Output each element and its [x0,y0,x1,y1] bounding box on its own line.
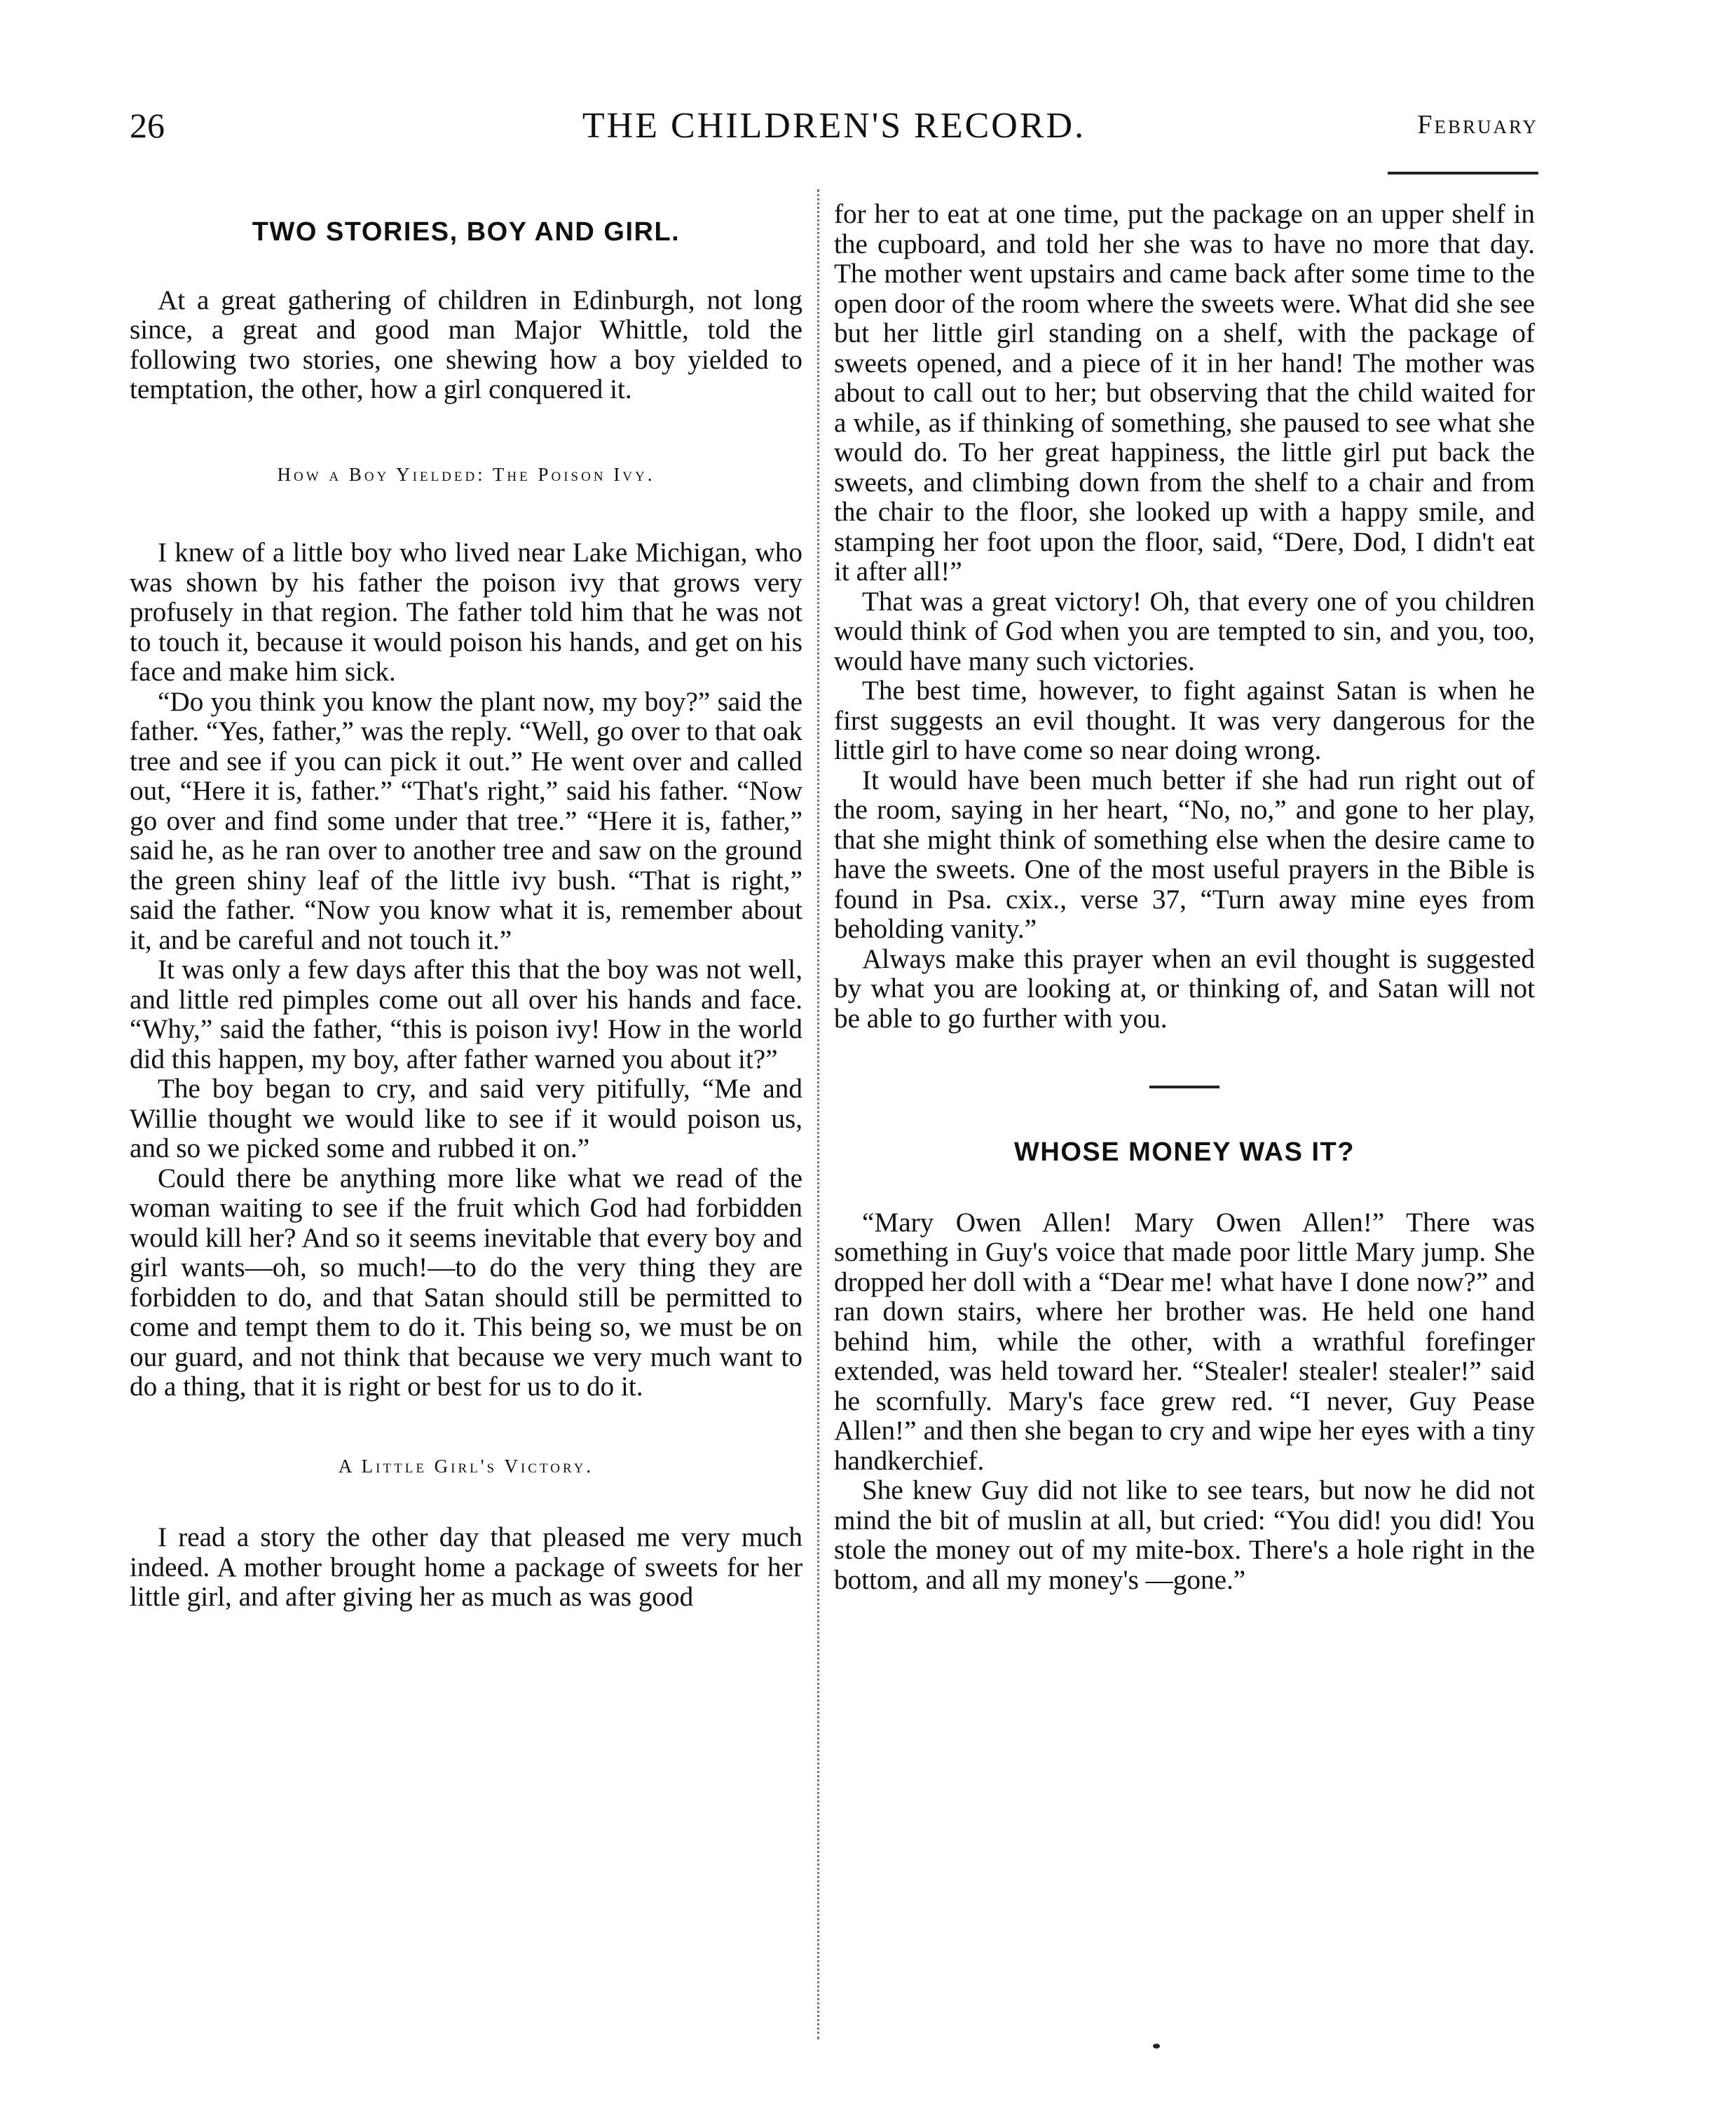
paragraph: Always make this prayer when an evil thought is suggested by what you are looking at, or thinking of, and Satan will not be able to go further with you. [834,943,1535,1034]
right-column [834,200,1535,1595]
subheading-girl: A Little Girl's Victory. [338,1455,594,1477]
paragraph: The best time, however, to fight against Satan is when he first suggests an evil thought. It was very dangerous for the little girl to have come so near doing wrong. [834,676,1535,765]
paragraph: That was a great victory! Oh, that every one of you children would think of God when you are tempted to sin, and you, too, would have many such victories. [834,586,1535,676]
page-header [130,105,1538,154]
article-heading: WHOSE MONEY WAS IT? [1014,1137,1355,1167]
paragraph: “Do you think you know the plant now, my boy?” said the father. “Yes, father,” was the reply. “Well, go over to that oak tree and see if you can pick it out.” He went over and called out, “Here it is, father.” “That's right,” said his father. “Now go over and find some under that tree.” “Here it is, father,” said he, as he ran over to another tree and saw on the ground the green shiny leaf of the little ivy bush. “That is right,” said the father. “Now you know what it is, remember about it, and be careful and not touch it.” [130,686,802,955]
intro-paragraph: At a great gathering of children in Edinburgh, not long since, a great and good man Major Whittle, told the following two stories, one shewing how a boy yielded to temptation, the other, how a girl conquered it. [130,285,802,404]
column-divider [817,189,819,2039]
paragraph: Could there be anything more like what we read of the woman waiting to see if the fruit which God had forbidden would kill her? And so it seems inevitable that every boy and girl wants—oh, so much!—to do the very thing they are forbidden to do, and that Satan should still be permitted to come and tempt them to do it. This being so, we must be on our guard, and not think that because we very much want to do a thing, that it is right or best for us to do it. [130,1163,802,1402]
paragraph: I knew of a little boy who lived near Lake Michigan, who was shown by his father the poison ivy that grows very profusely in that region. The father told him that he was not to touch it, because it would poison his hands, and get on his face and make him sick. [130,538,802,687]
left-column [130,203,802,1613]
paragraph: The boy began to cry, and said very pitifully, “Me and Willie thought we would like to see if it would poison us, and so we picked some and rubbed it on.” [130,1074,802,1163]
paragraph: I read a story the other day that pleased me very much indeed. A mother brought home a package of sweets for her little girl, and after giving her as much as was good [130,1522,802,1612]
article-heading: TWO STORIES, BOY AND GIRL. [252,217,681,247]
paragraph: “Mary Owen Allen! Mary Owen Allen!” There was something in Guy's voice that made poor little Mary jump. She dropped her doll with a “Dear me! what have I done now?” and ran down stairs, where her brother was. He held one hand behind him, while the other, with a wrathful forefinger extended, was held toward her. “Stealer! stealer! stealer!” said he scornfully. Mary's face grew red. “I never, Guy Pease Allen!” and then she began to cry and wipe her eyes with a tiny handkerchief. [834,1207,1535,1476]
paragraph: It would have been much better if she had run right out of the room, saying in her heart, “No, no,” and gone to her play, that she might think of something else when the desire came to have the sweets. One of the most useful prayers in the Bible is found in Psa. cxix., verse 37, “Turn away mine eyes from beholding vanity.” [834,765,1535,944]
paragraph: for her to eat at one time, put the package on an upper shelf in the cupboard, and told her she was to have no more that day. The mother went upstairs and came back after some time to the open door of the room where the sweets were. What did she see but her little girl standing on a shelf, with the package of sweets opened, and a piece of it in her hand! The mother was about to call out to her; but observing that the child waited for a while, as if thinking of something, she paused to see what she would do. To her great happiness, the little girl put back the sweets, and climbing down from the shelf to a chair and from the chair to the floor, she looked up with a happy smile, and stamping her foot upon the floor, said, “Dere, Dod, I didn't eat it after all!” [834,199,1535,587]
running-title: THE CHILDREN'S RECORD. [582,106,1086,146]
header-rule [1388,172,1538,175]
paragraph: She knew Guy did not like to see tears, but now he did not mind the bit of muslin at all, but cried: “You did! you did! You stole the money out of my mite-box. There's a hole right in the bottom, and all my money's —gone.” [834,1475,1535,1595]
subheading-boy: How a Boy Yielded: The Poison Ivy. [277,463,655,485]
paragraph: It was only a few days after this that the boy was not well, and little red pimples come out all over his hands and face. “Why,” said the father, “this is poison ivy! How in the world did this happen, my boy, after father warned you about it?” [130,955,802,1074]
month-label: February [1417,110,1538,139]
page-number: 26 [130,106,165,145]
section-separator [1149,1086,1219,1088]
page-mark [1153,2044,1160,2049]
